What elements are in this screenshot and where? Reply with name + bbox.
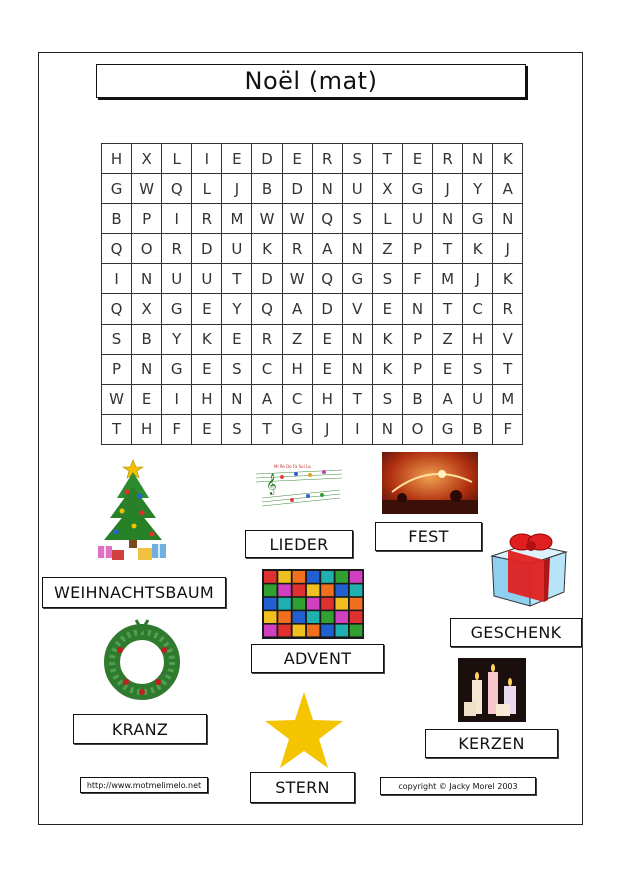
word-label-stern: STERN [250, 772, 355, 803]
grid-cell: D [192, 234, 222, 264]
grid-cell: I [342, 414, 372, 444]
grid-cell: Z [433, 324, 463, 354]
grid-cell: P [402, 234, 432, 264]
grid-row [102, 174, 523, 204]
grid-cell: P [402, 324, 432, 354]
grid-cell: T [433, 294, 463, 324]
grid-cell: N [493, 204, 523, 234]
grid-cell: Y [162, 324, 192, 354]
grid-cell: G [342, 264, 372, 294]
grid-cell: Q [102, 294, 132, 324]
grid-cell: N [402, 294, 432, 324]
grid-cell: J [493, 234, 523, 264]
grid-cell: J [312, 414, 342, 444]
grid-cell: H [102, 144, 132, 174]
grid-cell: R [192, 204, 222, 234]
grid-cell: G [162, 354, 192, 384]
grid-cell: E [433, 354, 463, 384]
grid-cell: T [433, 234, 463, 264]
grid-cell: K [372, 324, 402, 354]
grid-cell: U [162, 264, 192, 294]
grid-cell: L [192, 174, 222, 204]
grid-cell: E [192, 294, 222, 324]
grid-cell: D [282, 174, 312, 204]
grid-cell: C [282, 384, 312, 414]
grid-row [102, 234, 523, 264]
grid-cell: K [463, 234, 493, 264]
grid-cell: D [252, 144, 282, 174]
grid-cell: R [162, 234, 192, 264]
grid-cell: I [162, 204, 192, 234]
grid-cell: E [312, 354, 342, 384]
grid-cell: Z [282, 324, 312, 354]
page-title: Noël (mat) [96, 64, 526, 98]
grid-cell: R [282, 234, 312, 264]
grid-row [102, 324, 523, 354]
grid-cell: W [282, 264, 312, 294]
grid-cell: E [222, 144, 252, 174]
grid-cell: Z [372, 234, 402, 264]
grid-cell: E [312, 324, 342, 354]
grid-cell: K [493, 264, 523, 294]
grid-cell: R [312, 144, 342, 174]
word-label-lieder: LIEDER [245, 530, 353, 558]
grid-cell: N [372, 414, 402, 444]
grid-cell: P [402, 354, 432, 384]
grid-cell: U [463, 384, 493, 414]
grid-cell: K [493, 144, 523, 174]
grid-cell: S [222, 414, 252, 444]
grid-cell: N [342, 234, 372, 264]
grid-cell: M [493, 384, 523, 414]
grid-cell: H [312, 384, 342, 414]
grid-cell: A [493, 174, 523, 204]
grid-cell: G [463, 204, 493, 234]
grid-cell: L [372, 204, 402, 234]
grid-cell: A [252, 384, 282, 414]
grid-cell: D [252, 264, 282, 294]
grid-cell: T [252, 414, 282, 444]
grid-cell: B [463, 414, 493, 444]
grid-cell: E [402, 144, 432, 174]
grid-row [102, 354, 523, 384]
grid-cell: F [493, 414, 523, 444]
grid-cell: U [222, 234, 252, 264]
grid-cell: X [132, 144, 162, 174]
svg-text:𝄞: 𝄞 [266, 474, 277, 495]
grid-cell: Q [312, 204, 342, 234]
candles-image [458, 658, 526, 722]
grid-cell: J [433, 174, 463, 204]
grid-cell: H [132, 414, 162, 444]
grid-row [102, 204, 523, 234]
grid-cell: N [433, 204, 463, 234]
grid-cell: X [132, 294, 162, 324]
grid-cell: N [342, 354, 372, 384]
word-label-kerzen: KERZEN [425, 729, 558, 758]
grid-cell: H [192, 384, 222, 414]
grid-cell: S [342, 204, 372, 234]
grid-cell: G [433, 414, 463, 444]
grid-cell: A [433, 384, 463, 414]
grid-cell: F [402, 264, 432, 294]
grid-cell: I [102, 264, 132, 294]
grid-row [102, 384, 523, 414]
grid-cell: Q [162, 174, 192, 204]
grid-cell: K [252, 234, 282, 264]
grid-cell: U [402, 204, 432, 234]
grid-cell: Q [102, 234, 132, 264]
grid-cell: R [493, 294, 523, 324]
gift-image [486, 530, 572, 610]
grid-row [102, 144, 523, 174]
word-label-weihnachtsbaum: WEIHNACHTSBAUM [42, 577, 226, 608]
grid-cell: R [433, 144, 463, 174]
grid-cell: N [463, 144, 493, 174]
grid-cell: E [192, 414, 222, 444]
grid-cell: J [222, 174, 252, 204]
grid-row [102, 414, 523, 444]
grid-cell: E [222, 324, 252, 354]
grid-cell: D [312, 294, 342, 324]
grid-cell: A [312, 234, 342, 264]
grid-cell: O [132, 234, 162, 264]
grid-cell: C [252, 354, 282, 384]
grid-cell: V [493, 324, 523, 354]
grid-cell: S [372, 264, 402, 294]
grid-cell: I [192, 144, 222, 174]
grid-cell: U [192, 264, 222, 294]
grid-row [102, 294, 523, 324]
grid-cell: F [162, 414, 192, 444]
grid-cell: U [342, 174, 372, 204]
grid-cell: Q [252, 294, 282, 324]
grid-cell: O [402, 414, 432, 444]
grid-cell: E [132, 384, 162, 414]
grid-cell: Q [312, 264, 342, 294]
grid-cell: E [372, 294, 402, 324]
word-search-grid [101, 143, 523, 445]
grid-cell: W [252, 204, 282, 234]
grid-cell: B [402, 384, 432, 414]
grid-cell: W [132, 174, 162, 204]
grid-cell: N [222, 384, 252, 414]
grid-cell: R [252, 324, 282, 354]
christmas-tree-image [92, 456, 174, 566]
grid-cell: Y [463, 174, 493, 204]
word-label-geschenk: GESCHENK [450, 618, 582, 647]
grid-cell: S [222, 354, 252, 384]
word-label-advent: ADVENT [251, 644, 384, 673]
grid-cell: E [282, 144, 312, 174]
grid-cell: L [162, 144, 192, 174]
word-label-kranz: KRANZ [73, 714, 207, 744]
grid-cell: N [312, 174, 342, 204]
grid-cell: S [102, 324, 132, 354]
grid-cell: B [102, 204, 132, 234]
advent-calendar-image [262, 569, 364, 639]
music-notes-image [252, 460, 346, 520]
grid-cell: V [342, 294, 372, 324]
grid-cell: W [282, 204, 312, 234]
grid-cell: Y [222, 294, 252, 324]
grid-cell: S [372, 384, 402, 414]
grid-cell: E [192, 354, 222, 384]
copyright-notice: copyright © Jacky Morel 2003 [380, 777, 536, 795]
star-image [262, 690, 346, 770]
word-label-fest: FEST [375, 522, 482, 551]
grid-cell: P [102, 354, 132, 384]
grid-cell: B [252, 174, 282, 204]
grid-cell: H [282, 354, 312, 384]
grid-cell: N [132, 264, 162, 294]
grid-cell: N [342, 324, 372, 354]
grid-cell: G [102, 174, 132, 204]
grid-cell: I [162, 384, 192, 414]
grid-cell: W [102, 384, 132, 414]
svg-text:Mi Re Do Fa Sol La: Mi Re Do Fa Sol La [274, 464, 311, 469]
grid-cell: X [372, 174, 402, 204]
website-url: http://www.motmelimelo.net [80, 777, 208, 793]
grid-cell: T [222, 264, 252, 294]
grid-cell: H [463, 324, 493, 354]
grid-cell: G [282, 414, 312, 444]
grid-cell: N [132, 354, 162, 384]
wreath-image [100, 616, 184, 702]
grid-cell: B [132, 324, 162, 354]
grid-cell: S [463, 354, 493, 384]
party-image [382, 452, 478, 514]
grid-cell: G [402, 174, 432, 204]
grid-cell: J [463, 264, 493, 294]
grid-cell: M [222, 204, 252, 234]
grid-cell: A [282, 294, 312, 324]
grid-cell: K [372, 354, 402, 384]
grid-cell: T [493, 354, 523, 384]
grid-row [102, 264, 523, 294]
grid-cell: C [463, 294, 493, 324]
grid-cell: T [102, 414, 132, 444]
grid-cell: T [342, 384, 372, 414]
grid-cell: S [342, 144, 372, 174]
grid-cell: M [433, 264, 463, 294]
grid-cell: G [162, 294, 192, 324]
grid-cell: T [372, 144, 402, 174]
grid-cell: P [132, 204, 162, 234]
grid-cell: K [192, 324, 222, 354]
